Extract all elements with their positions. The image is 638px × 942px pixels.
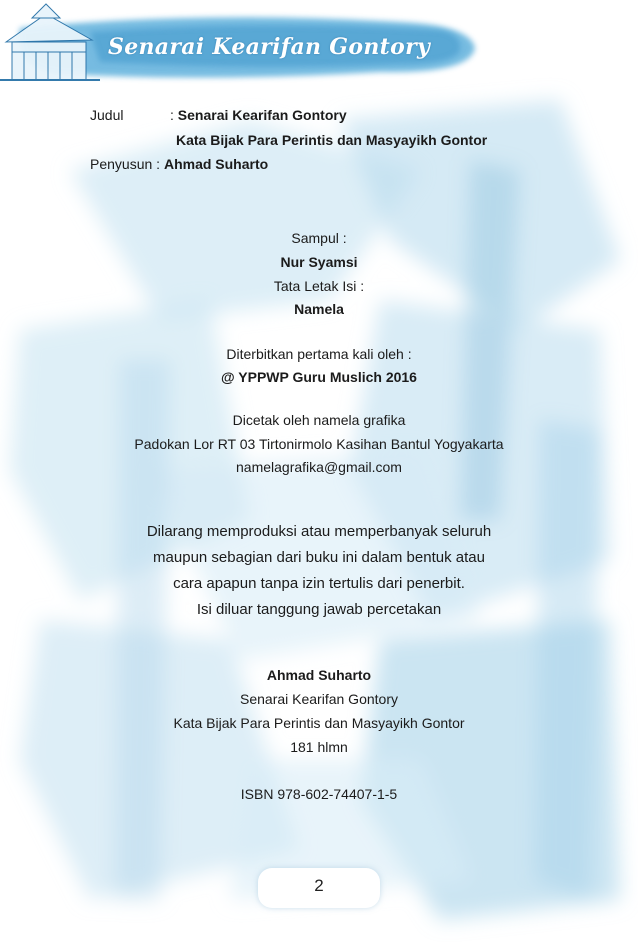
terbit-value: @ YPPWP Guru Muslich 2016	[221, 369, 417, 385]
penyusun-label: Penyusun	[90, 156, 153, 172]
notice-line3: cara apapun tanpa izin tertulis dari penerbit.	[173, 575, 465, 592]
judul-row	[90, 107, 347, 123]
cetak-line2: Padokan Lor RT 03 Tirtonirmolo Kasihan Bantul Yogyakarta	[134, 436, 504, 452]
tataletak-label: Tata Letak Isi :	[273, 278, 365, 294]
judul-subtitle: Kata Bijak Para Perintis dan Masyayikh Gontor	[176, 132, 488, 148]
catalog-author: Ahmad Suharto	[266, 667, 372, 683]
cetak-line1: Dicetak oleh namela grafika	[232, 412, 406, 428]
penyusun-colon: :	[156, 156, 161, 172]
catalog-subtitle: Kata Bijak Para Perintis dan Masyayikh Gontor	[173, 715, 465, 731]
penyusun-value: Ahmad Suharto	[163, 156, 269, 172]
sampul-value: Nur Syamsi	[280, 254, 358, 270]
tataletak-value: Namela	[294, 301, 344, 317]
header-title: Senarai Kearifan Gontory	[108, 34, 431, 60]
judul-colon: :	[170, 107, 174, 123]
notice-line2: maupun sebagian dari buku ini dalam bentuk atau	[153, 549, 485, 566]
judul-label: Judul	[90, 107, 124, 123]
terbit-label: Diterbitkan pertama kali oleh :	[226, 346, 412, 362]
page-number: 2	[314, 876, 324, 895]
sampul-label: Sampul :	[291, 230, 347, 246]
catalog-pages: 181 hlmn	[290, 739, 348, 755]
judul-value: Senarai Kearifan Gontory	[177, 107, 347, 123]
catalog-isbn: ISBN 978-602-74407-1-5	[240, 786, 398, 802]
catalog-title: Senarai Kearifan Gontory	[240, 691, 398, 707]
notice-line1: Dilarang memproduksi atau memperbanyak seluruh	[146, 523, 492, 540]
cetak-email: namelagrafika@gmail.com	[236, 459, 402, 475]
notice-line4: Isi diluar tanggung jawab percetakan	[196, 601, 442, 618]
penyusun-row	[90, 156, 268, 172]
